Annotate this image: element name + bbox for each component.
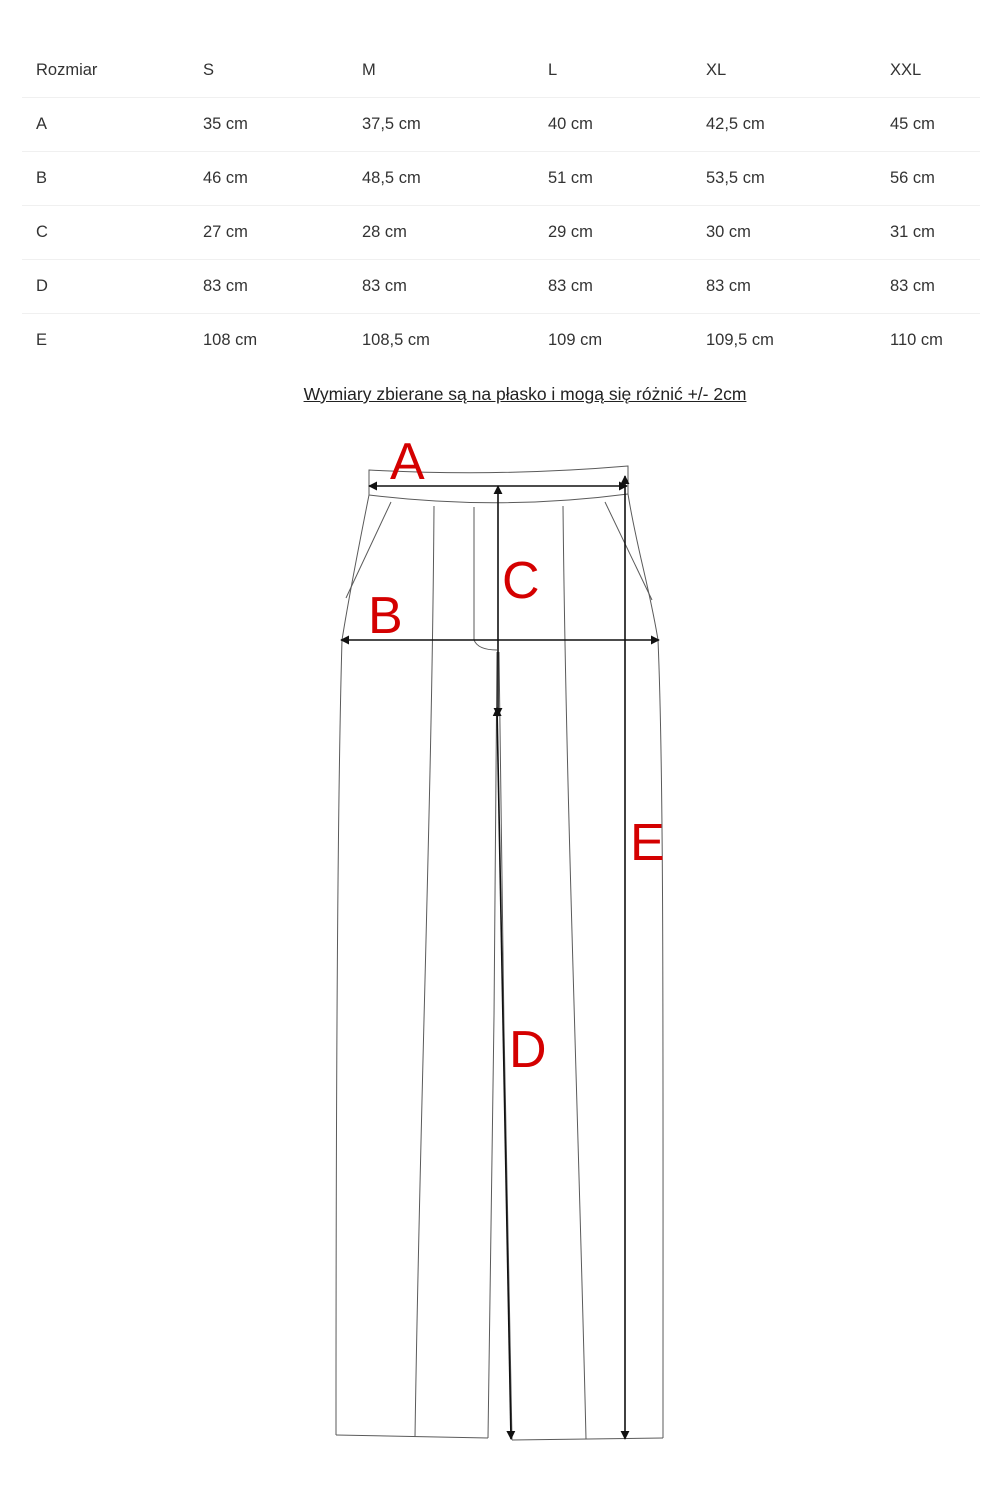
column-header: S [189,44,348,98]
label-b: B [368,587,403,645]
table-cell: 108,5 cm [362,331,430,349]
table-cell: 110 cm [890,331,943,349]
table-cell: 40 cm [534,98,692,152]
left-outer-seam [336,495,369,1435]
table-cell: 29 cm [534,206,692,260]
table-cell: 56 cm [876,152,980,206]
table-cell: 48,5 cm [348,152,534,206]
table-cell: 83 cm [348,260,534,314]
fly-outline [474,507,497,650]
table-cell: 108 cm [203,331,258,349]
left-front-crease [415,506,434,1437]
table-cell: 27 cm [189,206,348,260]
left-hem [336,1435,488,1438]
table-cell: 28 cm [348,206,534,260]
table-cell: 109 cm [548,331,603,349]
measurement-labels [368,433,665,1079]
table-cell: 31 cm [876,206,980,260]
table-cell: 35 cm [189,98,348,152]
table-cell: 30 cm [692,206,876,260]
measurement-name: A [22,98,189,152]
table-cell: 83 cm [189,260,348,314]
table-cell: 37,5 cm [348,98,534,152]
column-header: L [534,44,692,98]
measurement-note: Wymiary zbierane są na płasko i mogą się różnić +/- 2cm [303,384,747,404]
table-cell: 46 cm [189,152,348,206]
label-e: E [630,814,665,872]
table-cell: 83 cm [692,260,876,314]
table-cell: 42,5 cm [692,98,876,152]
table-cell: 51 cm [534,152,692,206]
measurement-name: D [22,260,189,314]
label-d: D [509,1021,547,1079]
column-header: M [348,44,534,98]
measurement-name: B [22,152,189,206]
table-cell: 45 cm [876,98,980,152]
column-header: XL [692,44,876,98]
left-pocket-line [346,502,391,598]
left-inseam [488,652,497,1438]
label-c: C [502,552,540,610]
table-cell: 83 cm [534,260,692,314]
right-pocket-line [605,502,652,600]
label-a: A [390,433,425,491]
measurement-name: C [22,206,189,260]
measurement-name: E [36,331,48,349]
right-outer-seam [628,494,663,1438]
column-header: XXL [876,44,980,98]
right-front-crease [563,506,586,1439]
right-hem [512,1438,663,1440]
column-header: Rozmiar [22,44,189,98]
table-cell: 53,5 cm [692,152,876,206]
table-cell: 83 cm [876,260,980,314]
table-cell: 109,5 cm [706,331,774,349]
